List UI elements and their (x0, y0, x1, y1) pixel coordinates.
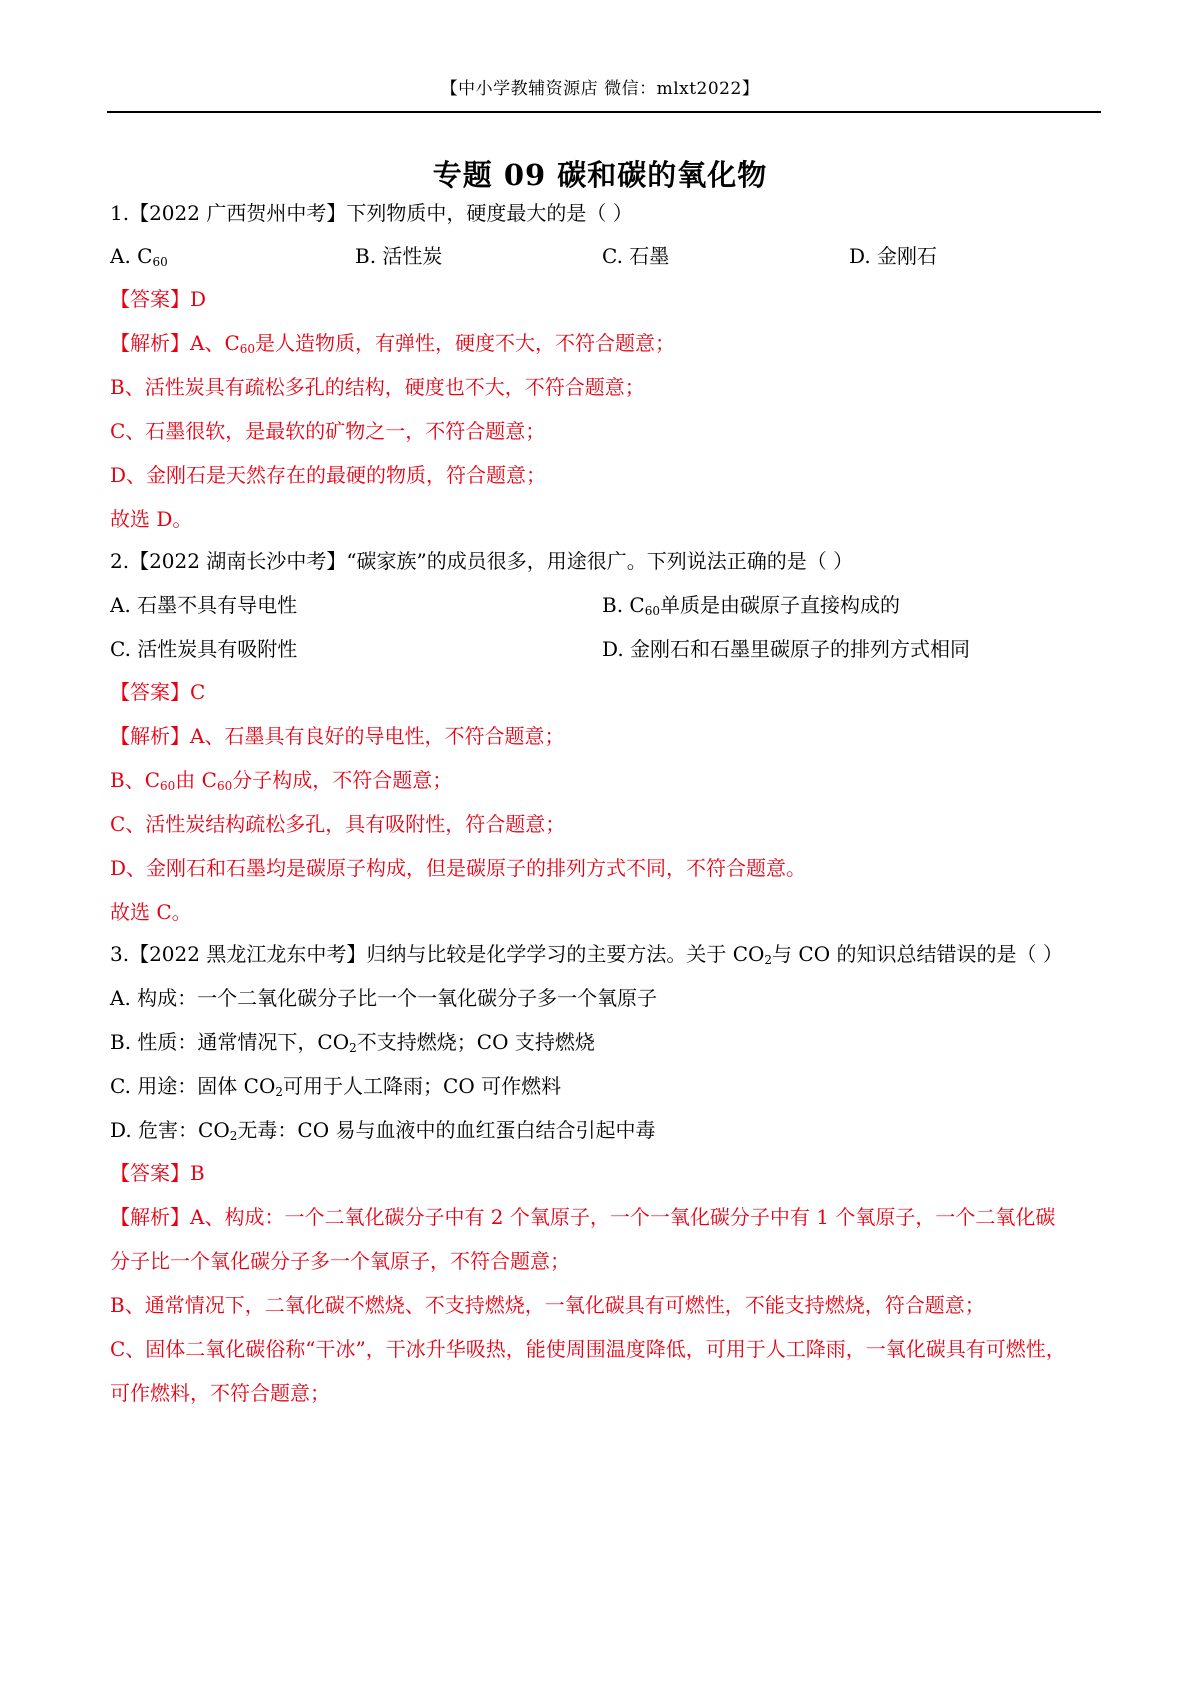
q1-stem: 1.【2022 广西贺州中考】下列物质中，硬度最大的是（ ） (110, 201, 633, 225)
q1-analysis-line: C、石墨很软，是最软的矿物之一，不符合题意； (110, 419, 546, 443)
q1-analysis-line: B、活性炭具有疏松多孔的结构，硬度也不大，不符合题意； (110, 375, 645, 399)
q1-analysis-line: D、金刚石是天然存在的最硬的物质，符合题意； (110, 463, 547, 487)
q2-answer: 【答案】C (110, 680, 206, 704)
q3-stem: 3.【2022 黑龙江龙东中考】归纳与比较是化学学习的主要方法。关于 $CO_2$与 CO 的知识总结错误的是（ ） (110, 942, 1063, 967)
q2-option-c: C. 活性炭具有吸附性 (110, 637, 298, 661)
q2-analysis-line: C、活性炭结构疏松多孔，具有吸附性，符合题意； (110, 812, 566, 836)
q2-analysis-line: D、金刚石和石墨均是碳原子构成，但是碳原子的排列方式不同，不符合题意。 (110, 856, 807, 880)
q1-conclusion: 故选 D。 (110, 507, 193, 531)
header-rule (107, 111, 1101, 113)
q3-analysis-line: 【解析】A、构成：一个二氧化碳分子中有 2 个氧原子，一个一氧化碳分子中有 1 个氧原子，一个二氧化碳 (110, 1205, 1056, 1229)
q1-answer: 【答案】D (110, 287, 207, 311)
q1-option-d: D. 金刚石 (849, 244, 938, 268)
q1-analysis-line: 【解析】A、$C_{60}$是人造物质，有弹性，硬度不大，不符合题意； (110, 331, 676, 356)
q3-analysis-line: C、固体二氧化碳俗称“干冰”，干冰升华吸热，能使周围温度降低，可用于人工降雨，一氧化碳具有可燃性， (110, 1337, 1066, 1361)
q2-conclusion: 故选 C。 (110, 900, 192, 924)
q3-option-b: B. 性质：通常情况下，$CO_2$不支持燃烧；CO 支持燃烧 (110, 1030, 595, 1055)
q2-option-a: A. 石墨不具有导电性 (110, 593, 298, 617)
q1-option-b: B. 活性炭 (355, 244, 443, 268)
q2-analysis-line: B、$C_{60}$由 $C_{60}$分子构成，不符合题意； (110, 768, 453, 793)
q3-option-d: D. 危害：$CO_2$无毒：CO 易与血液中的血红蛋白结合引起中毒 (110, 1118, 656, 1143)
q2-analysis-line: 【解析】A、石墨具有良好的导电性，不符合题意； (110, 724, 565, 748)
q3-option-a: A. 构成：一个二氧化碳分子比一个一氧化碳分子多一个氧原子 (110, 986, 658, 1010)
q3-analysis-line: 可作燃料，不符合题意； (110, 1381, 330, 1405)
q2-stem: 2.【2022 湖南长沙中考】“碳家族”的成员很多，用途很广。下列说法正确的是（ ） (110, 549, 854, 573)
q3-analysis-line: 分子比一个氧化碳分子多一个氧原子，不符合题意； (110, 1249, 570, 1273)
q2-option-b: B. $C_{60}$单质是由碳原子直接构成的 (602, 593, 900, 618)
q3-answer: 【答案】B (110, 1161, 205, 1185)
page-header: 【中小学教辅资源店 微信：mlxt2022】 (440, 79, 760, 99)
q1-option-c: C. 石墨 (602, 244, 670, 268)
q2-option-d: D. 金刚石和石墨里碳原子的排列方式相同 (602, 637, 971, 661)
q3-option-c: C. 用途：固体 $CO_2$可用于人工降雨；CO 可作燃料 (110, 1074, 562, 1099)
q3-analysis-line: B、通常情况下，二氧化碳不燃烧、不支持燃烧，一氧化碳具有可燃性，不能支持燃烧，符合题意； (110, 1293, 985, 1317)
page-title: 专题 09 碳和碳的氧化物 (432, 158, 768, 192)
q1-option-a: A. $C_{60}$ (110, 244, 168, 269)
